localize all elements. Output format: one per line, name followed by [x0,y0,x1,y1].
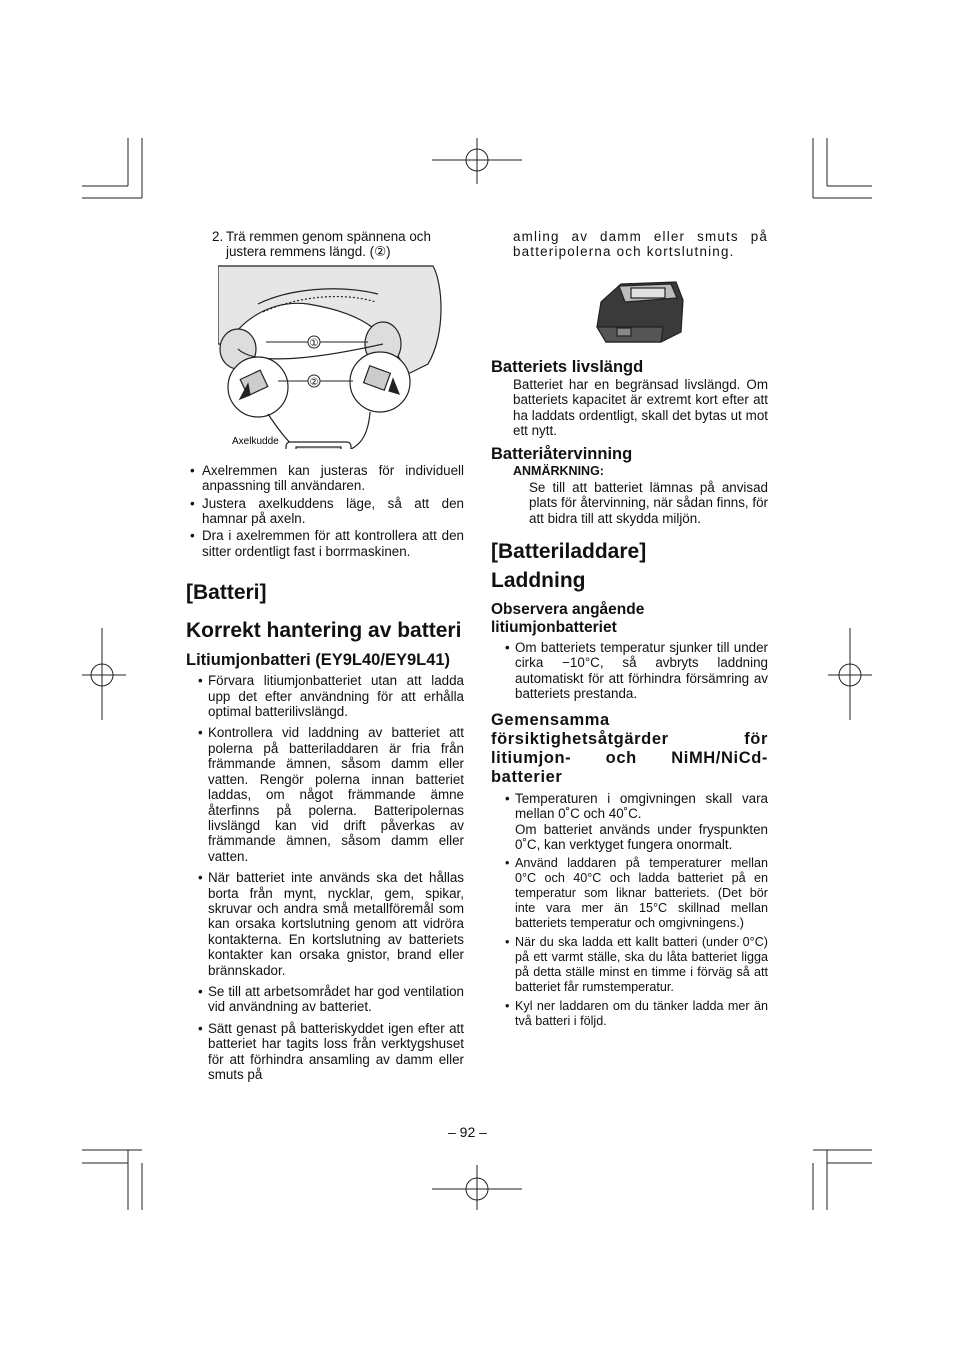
step-2 [186,229,464,260]
list-item: • Använd laddaren på temperaturer mellan 0°C och 40°C och ladda batteriet på en temperatur som liknar batteriets. (Det bör inte vara mer än 15°C skillnad mellan batteriets temperatur och omgivningens.) [505,856,768,931]
step-number: 2. [212,229,224,244]
right-column [491,229,768,1031]
list-item [505,791,768,853]
list-item: • Se till att arbetsområdet har god ventilation vid användning av batteriet. [198,984,464,1015]
callout-2: ② [309,376,319,388]
list-item: • Kontrollera vid laddning av batteriet att polerna på batteriladdaren är fria från främmande ämnen, såsom damm eller vatten. Rengör polerna innan batteriet laddas, om något främmande ämne återfinns på polerna. Batteripolernas livslängd kan vid drift påverkas av främmande ämnen, såsom damm eller vatten. [198,725,464,864]
heading-laddning: Laddning [491,569,586,593]
left-column [186,229,464,1084]
heading-korrekt-hantering: Korrekt hantering av batteri [186,619,462,643]
list-item: • Om batteriets temperatur sjunker till under cirka −10°C, så avbryts laddning automatiskt för att förhindra försämring av batteriets prestanda. [505,640,768,702]
list-item: • Justera axelkuddens läge, så att den hamnar på axeln. [186,496,464,527]
figure-label-axelkudde: Axelkudde [232,435,279,447]
list-item: • När du ska ladda ett kallt batteri (under 0°C) på ett varmt ställe, ska du låta batteriet ligga på detta ställe minst en timme i förväg så att batteriet får rumstemperatur. [505,935,768,995]
strap-bullets [186,463,464,559]
shoulder-strap-illustration [218,264,458,449]
list-item: • Kyl ner laddaren om du tänker ladda mer än två batteri i följd. [505,999,768,1029]
page-number: – 92 – [448,1124,487,1140]
observera-bullets [505,640,768,702]
note-label: ANMÄRKNING: [513,464,604,479]
note-text: Se till att batteriet lämnas på anvisad plats för återvinning, när sådan finns, för att bidra till att skydda miljön. [529,479,768,526]
continued-text: amling av damm eller smuts på batteripolerna och kortslutning. [513,229,768,260]
step-text: Trä remmen genom spännena och justera remmens längd. (②) [226,229,431,260]
heading-batteriladdare: [Batteriladdare] [491,540,647,564]
list-item: • Förvara litiumjonbatteriet utan att ladda upp det efter användning för att erhålla optimal batterilivslängd. [198,673,464,719]
paragraph-livslangd: Batteriet har en begränsad livslängd. Om batteriets kapacitet är extremt kort efter att ha laddats ordentligt, skall det bytas ut mot ett nytt. [513,376,768,439]
heading-batteriets-livslangd: Batteriets livslängd [491,357,644,376]
gemensamma-bullets [505,791,768,1030]
list-item: • Dra i axelremmen för att kontrollera att den sitter ordentligt fast i borrmaskinen. [186,528,464,559]
list-item: • Sätt genast på batteriskyddet igen efter att batteriet har tagits loss från verktygshuset för att förhindra ansamling av damm eller smuts på [198,1021,464,1083]
list-item-line: Temperaturen i omgivningen skall vara mellan 0˚C och 40˚C. [515,790,768,822]
heading-batteriatervinning: Batteriåtervinning [491,445,633,464]
battery-bullets [198,673,464,1082]
heading-gemensamma: Gemensamma försiktighetsåtgärder för litiumjon- och NiMH/NiCd-batterier [491,710,768,786]
callout-1: ① [309,337,319,349]
heading-batteri: [Batteri] [186,581,267,605]
heading-observera: Observera angående litiumjonbatteriet [491,601,645,637]
heading-litiumjonbatteri: Litiumjonbatteri (EY9L40/EY9L41) [186,651,451,670]
battery-illustration [591,272,691,350]
list-item: • Axelremmen kan justeras för individuell anpassning till användaren. [186,463,464,494]
list-item-line: Om batteriet används under fryspunkten 0˚C, kan verktyget fungera onormalt. [515,821,768,852]
list-item: • När batteriet inte används ska det hållas borta från mynt, nycklar, gem, spikar, skruvar och andra små metallföremål som kan orsaka kortslutning genom att vidröra kontakterna. En kortslutning av batteriets kontakter kan orsaka gnistor, brand eller brännskador. [198,870,464,978]
